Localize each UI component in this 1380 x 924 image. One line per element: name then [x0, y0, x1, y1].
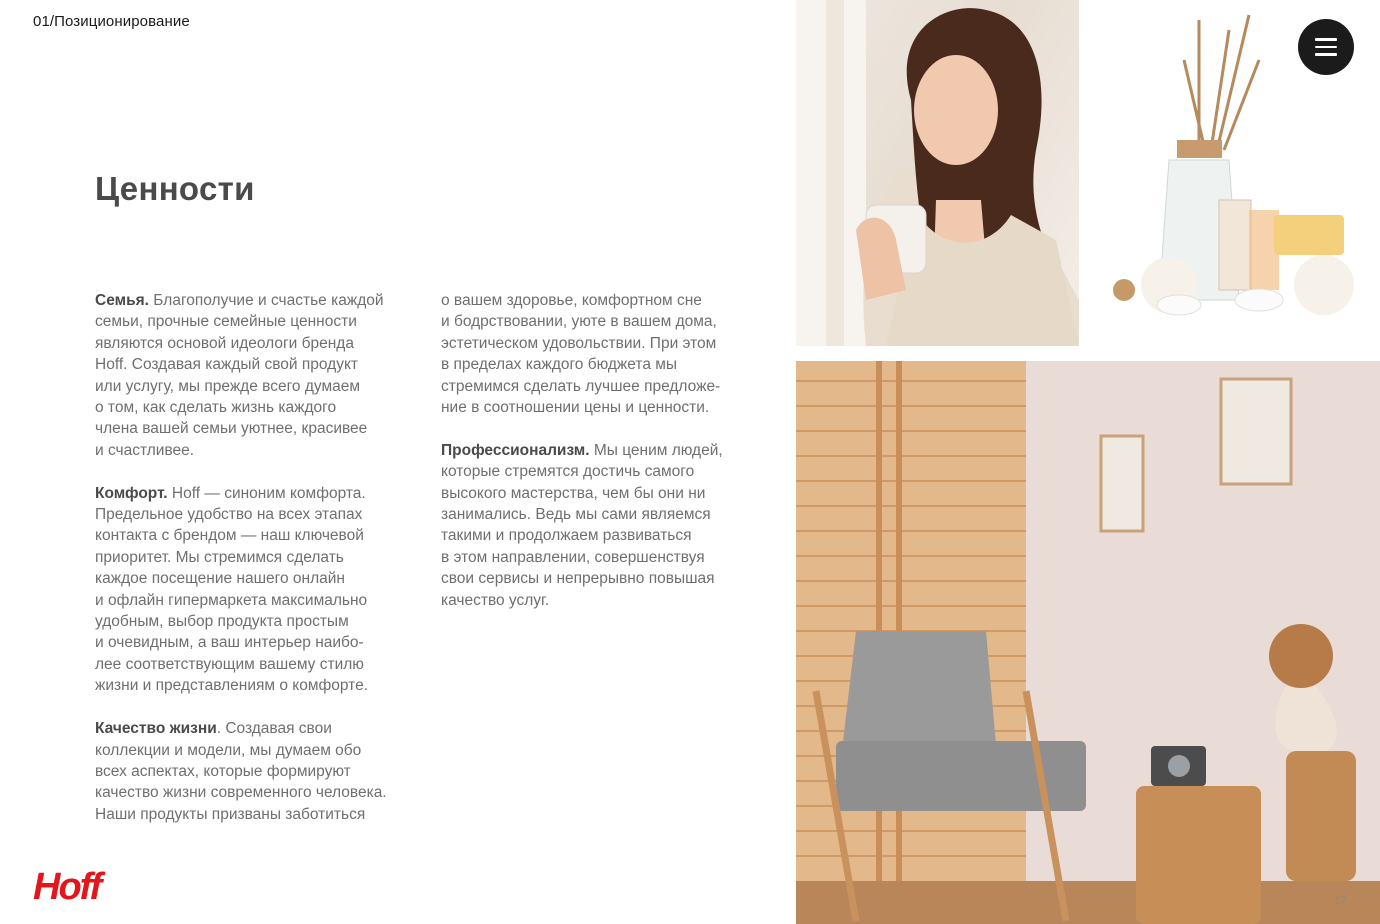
- interior-illustration: [796, 361, 1380, 924]
- paragraph-professionalism: [441, 440, 761, 611]
- paragraph-quality: [95, 718, 405, 825]
- paragraph-heading: Семья.: [95, 292, 149, 309]
- paragraph-comfort: [95, 483, 405, 697]
- right-text-column: [441, 290, 761, 632]
- paragraph-text: Hoff — синоним комфорта. Предельное удобство на всех этапах контакта с брендом — наш ключевой приоритет. Мы стремимся сделать каждое посещение нашего онлайн и офлайн гипермаркета максимально удобным, выбор продукта простым и очевидным, а ваш интерьер наибо- лее соответствующим вашему стилю жизни и представлениям о комфорте.: [95, 484, 369, 695]
- left-text-column: [95, 290, 405, 847]
- hamburger-icon: [1315, 53, 1337, 55]
- paragraph-text: о вашем здоровье, комфортном сне и бодрствовании, уюте в вашем дома, эстетическом удовольствии. При этом в пределах каждого бюджета мы стремимся сделать лучшее предложе- ние в соотношении цены и ценности.: [441, 292, 721, 417]
- hoff-logo[interactable]: Hoff: [33, 866, 101, 908]
- paragraph-heading: Профессионализм.: [441, 441, 590, 459]
- paragraph-heading: Комфорт.: [95, 484, 168, 502]
- menu-button[interactable]: [1298, 19, 1354, 75]
- page-number: 17: [1334, 895, 1347, 907]
- paragraph-heading: Качество жизни: [95, 720, 217, 738]
- paragraph-text: Мы ценим людей, которые стремятся достичь самого высокого мастерства, чем бы они ни занимались. Ведь мы сами являемся такими и продолжаем развиваться в этом направлении, совершенствуя свои сервисы и непрерывно повышая качество услуг.: [441, 441, 723, 609]
- interior-chair-photo: [796, 361, 1380, 924]
- paragraph-text: . Создавая свои коллекции и модели, мы думаем обо всех аспектах, которые формируют качество жизни современного человека. Наши продукты призваны заботиться: [95, 720, 387, 823]
- paragraph-quality-continued: [441, 290, 761, 418]
- page-title: Ценности: [95, 170, 255, 207]
- hamburger-icon: [1315, 38, 1337, 40]
- paragraph-family: [95, 290, 405, 461]
- woman-with-cup-photo: [796, 0, 1079, 346]
- paragraph-text: Благополучие и счастье каждой семьи, прочные семейные ценности являются основой идеологи бренда Hoff. Создавая каждый свой продукт или услугу, мы прежде всего думаем о том, как сделать жизнь каждого члена вашей семьи уютнее, красивее и счастливее.: [95, 292, 384, 459]
- woman-illustration: [796, 0, 1079, 346]
- breadcrumb[interactable]: 01/Позиционирование: [33, 13, 190, 30]
- hamburger-icon: [1315, 46, 1337, 48]
